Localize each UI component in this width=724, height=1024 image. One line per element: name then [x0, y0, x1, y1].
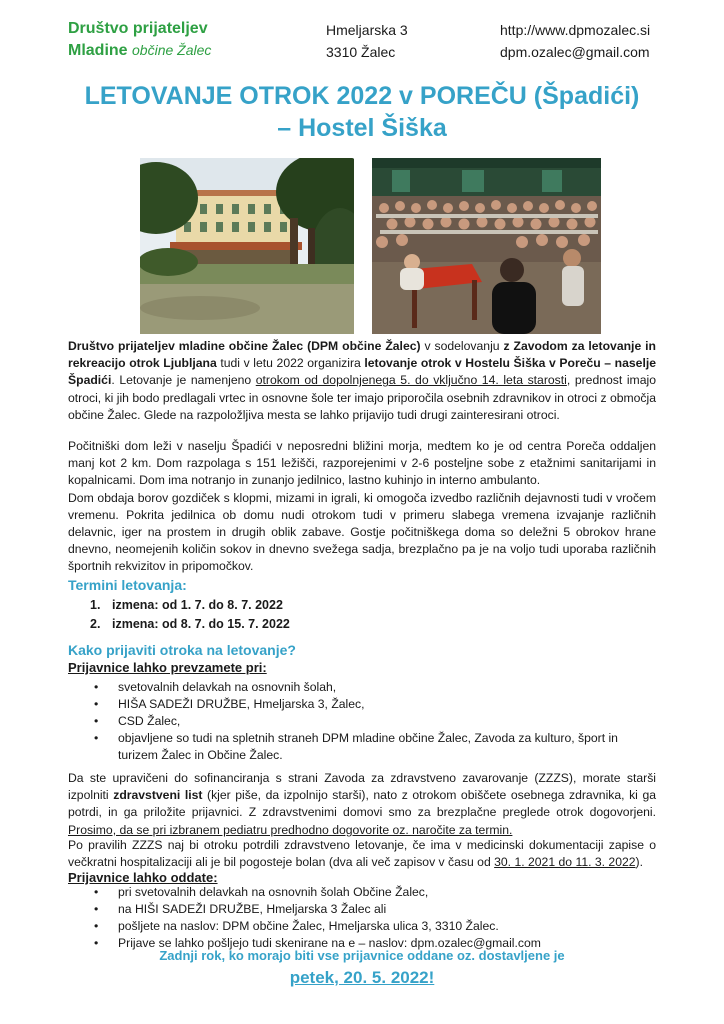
apply-heading: Kako prijaviti otroka na letovanje?: [68, 642, 296, 658]
zzzs-text-2: ).: [635, 855, 643, 870]
letterhead: [68, 20, 668, 64]
health-note-underline: Prosimo, da se pri izbranem pediatru predhodno dogovorite oz. naročite za termin.: [68, 822, 513, 837]
hostel-description: [68, 438, 656, 576]
terms-heading: Termini letovanja:: [68, 577, 187, 593]
zzzs-rules-paragraph: [68, 837, 656, 871]
intro-partner-bold: z Zavodom za letovanje in rekreacijo otrok Ljubljana: [68, 339, 656, 371]
children-gathering-photo: [372, 158, 601, 334]
org-name-italic: občine Žalec: [132, 42, 212, 58]
intro-location-bold: letovanje otrok v Hostelu Šiška v Poreču – naselje Špadići: [68, 356, 657, 388]
zzzs-text-1: Po pravilih ZZZS naj bi otroku potrdili zdravstveno letovanje, če ima v medicinski dokumentaciji zapise o večkratni hospitalizaciji ali je bil pogosteje bolan (dva ali več zapisov v času od: [68, 838, 656, 870]
pickup-item: • HIŠA SADEŽI DRUŽBE, Hmeljarska 3, Žalec,: [90, 696, 660, 713]
submit-item: • pošljete na naslov: DPM občine Žalec, Hmeljarska ulica 3, 3310 Žalec.: [90, 918, 660, 935]
health-text-2: (kjer piše, da izpolnijo starši), nato z otrokom obiščete osebnega zdravnika, ki ga potrdi, in ga priložite prijavnici. Z zdravstvenimi domovi smo za brezplačne preglede otrok dogovorjeni.: [68, 788, 657, 820]
health-form-paragraph: [68, 770, 656, 839]
submit-item: • Prijave se lahko pošljejo tudi skenirane na e – naslov: dpm.ozalec@gmail.com: [90, 935, 660, 952]
hostel-building-photo: [140, 158, 354, 334]
deadline-date: petek, 20. 5. 2022!: [289, 968, 435, 987]
health-text-1: Da ste upravičeni do sofinanciranja s strani Zavoda za zdravstveno zavarovanje (ZZZS), morate starši izpolniti: [68, 771, 656, 803]
submit-item: • pri svetovalnih delavkah na osnovnih šolah Občine Žalec,: [90, 884, 660, 901]
title-line2: – Hostel Šiška: [277, 114, 447, 142]
term-item: [90, 596, 290, 615]
intro-text-2: tudi v letu 2022 organizira: [216, 356, 365, 371]
address-city: 3310 Žalec: [326, 44, 396, 60]
pickup-item: • svetovalnih delavkah na osnovnih šolah,: [90, 679, 660, 696]
pickup-list: [90, 679, 660, 764]
terms-list: [90, 596, 290, 634]
term-item: [90, 615, 290, 634]
org-name-main: Mladine: [68, 42, 128, 59]
org-name-line1: Društvo prijateljev: [68, 20, 208, 37]
intro-text-3: . Letovanje je namenjeno: [111, 373, 256, 388]
term-text: izmena: od 8. 7. do 15. 7. 2022: [112, 617, 290, 631]
page-title: [40, 80, 684, 144]
pickup-item: • objavljene so tudi na spletnih straneh DPM mladine občine Žalec, Zavoda za kulturo, šport in turizem Žalec in Občine Žalec.: [90, 730, 660, 764]
term-number: 2.: [90, 617, 101, 631]
intro-paragraph: [68, 338, 656, 424]
submit-list: [90, 884, 660, 952]
deadline-notice: Zadnji rok, ko morajo biti vse prijavnice oddane oz. dostavljene je: [159, 948, 565, 963]
intro-text-4: , prednost imajo otroci, ki jih bodo predlagali vrtec in osnovne šole ter imajo priporočila osebnih zdravnikov in otroci z območja občine Žalec. Glede na razpoložljiva mesta se lahko prijavijo tudi drugi zainteresirani otroci.: [68, 373, 657, 422]
health-form-bold: zdravstveni list: [113, 788, 203, 803]
title-line1: LETOVANJE OTROK 2022 v POREČU (Špadići): [84, 82, 640, 110]
term-number: 1.: [90, 598, 101, 612]
zzzs-date-range: 30. 1. 2021 do 11. 3. 2022: [494, 855, 636, 870]
org-name-line2: [68, 42, 211, 60]
intro-age-underline: otrokom od dopolnjenega 5. do vključno 14. leta starosti: [255, 373, 567, 388]
term-text: izmena: od 1. 7. do 8. 7. 2022: [112, 598, 283, 612]
hostel-location-text: Počitniški dom leži v naselju Špadići v neposredni bližini morja, medtem ko je od centra Poreča oddaljen manj kot 2 km. Dom razpolaga s 151 ležišči, razporejenimi v 2-6 posteljne sobe z etažnimi sanitarijami in kopalnicami. Dom ima notranjo in zunanjo jedilnico, lastno kuhinjo in interno ambulanto.: [68, 439, 656, 488]
pickup-item: • CSD Žalec,: [90, 713, 660, 730]
website-link[interactable]: http://www.dpmozalec.si: [500, 22, 651, 38]
address-street: Hmeljarska 3: [326, 22, 408, 38]
pickup-heading: Prijavnice lahko prevzamete pri:: [68, 660, 267, 675]
intro-text-1: v sodelovanju: [420, 339, 504, 353]
intro-org-bold: Društvo prijateljev mladine občine Žalec (DPM občine Žalec): [68, 339, 421, 353]
hostel-amenities-text: Dom obdaja borov gozdiček s klopmi, mizami in igrali, ki omogoča izvedbo različnih dejavnosti tudi v vročem vremenu. Pokrita jedilnica ob domu nudi otrokom tudi v primeru slabega vremena izvajanje različnih delavnic, iger na prostem in drugih oblik zabave. Gostje počitniškega doma so deležni 5 obrokov hrane dnevno, neomejenih količin sokov in dnevno svežega sadja, brezplačno pa je na voljo tudi uporaba različnih športnih rekvizitov in pripomočkov.: [68, 490, 656, 574]
submit-heading: Prijavnice lahko oddate:: [68, 870, 218, 885]
submit-item: • na HIŠI SADEŽI DRUŽBE, Hmeljarska 3 Žalec ali: [90, 901, 660, 918]
email-link[interactable]: dpm.ozalec@gmail.com: [500, 44, 650, 60]
